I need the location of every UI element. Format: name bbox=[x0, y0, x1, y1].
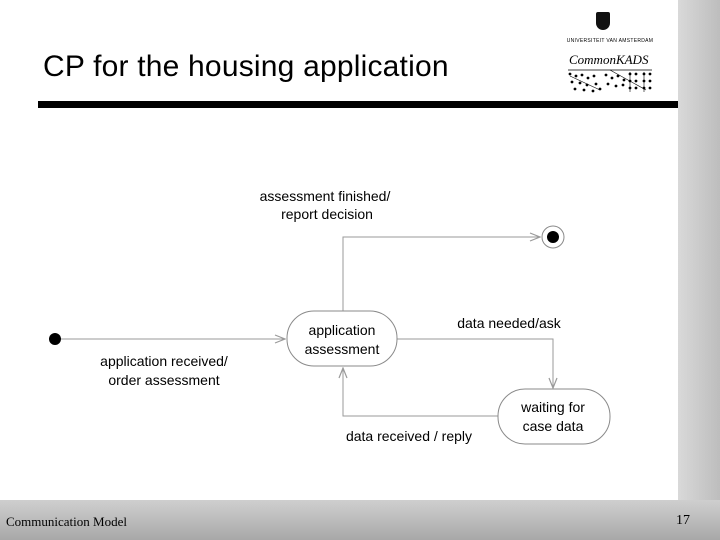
transition-assessment-to-waiting bbox=[397, 339, 553, 388]
slide-footer bbox=[0, 500, 720, 540]
label-application-received-line-1: application received/ bbox=[100, 353, 228, 369]
state-application-assessment-label-line-1: application bbox=[308, 322, 376, 338]
slide-title: CP for the housing application bbox=[43, 50, 449, 83]
initial-state-node bbox=[49, 333, 61, 345]
state-waiting-label-line-2: case data bbox=[522, 418, 584, 434]
transition-assessment-to-final bbox=[343, 237, 540, 311]
state-waiting-label-line-1: waiting for bbox=[521, 399, 585, 415]
label-application-received-line-2: order assessment bbox=[108, 372, 220, 388]
transition-waiting-to-assessment bbox=[343, 368, 498, 416]
logo-name-text: CommonKADS bbox=[569, 52, 649, 67]
footer-section-name: Communication Model bbox=[6, 514, 127, 529]
state-application-assessment-label-line-2: assessment bbox=[304, 341, 380, 357]
state-waiting-for-case-data bbox=[498, 389, 610, 444]
label-assessment-finished-line-1: assessment finished/ bbox=[259, 188, 391, 204]
page-number: 17 bbox=[676, 513, 690, 528]
label-assessment-finished-line-2: report decision bbox=[281, 206, 373, 222]
label-data-needed: data needed/ask bbox=[457, 315, 561, 331]
label-data-received: data received / reply bbox=[345, 428, 473, 444]
final-state-node bbox=[542, 226, 564, 248]
state-application-assessment bbox=[287, 311, 397, 366]
logo-university-text: UNIVERSITEIT VAN AMSTERDAM bbox=[566, 38, 654, 44]
